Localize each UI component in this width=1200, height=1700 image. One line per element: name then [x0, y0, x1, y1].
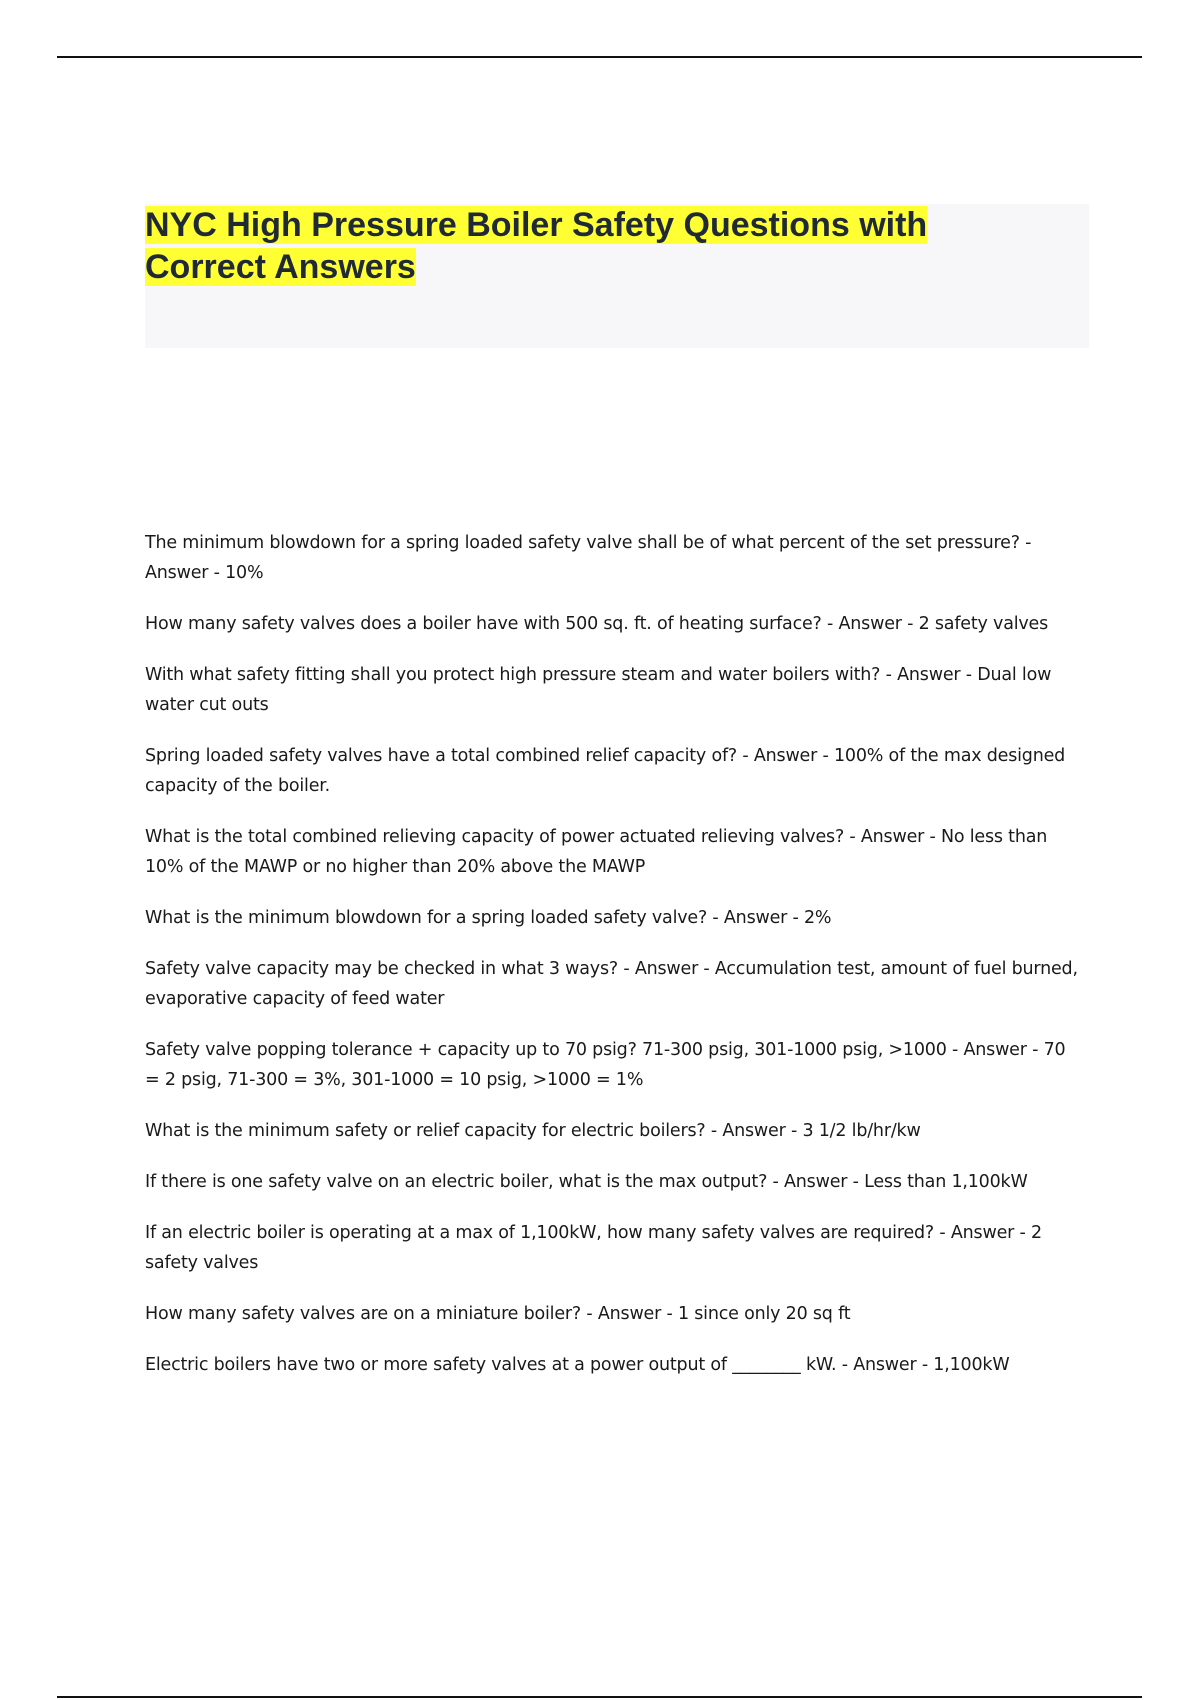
question-text: Electric boilers have two or more safety valves at a power output of ________ kW. -: [145, 1355, 848, 1375]
question-text: If there is one safety valve on an electric boiler, what is the max output? -: [145, 1172, 779, 1192]
question-text: What is the total combined relieving capacity of power actuated relieving valves? -: [145, 827, 856, 847]
answer-text: Answer - 1,100kW: [853, 1355, 1010, 1375]
qa-item-4: [145, 741, 1085, 801]
answer-text: Answer - 2%: [723, 908, 832, 928]
answer-text: Answer - No less than 10% of the MAWP or no higher than 20% above the MAWP: [145, 827, 1048, 877]
qa-item-9: [145, 1116, 1085, 1146]
question-text: What is the minimum blowdown for a spring loaded safety valve? -: [145, 908, 719, 928]
answer-text: Answer - 2 safety valves: [145, 1223, 1042, 1273]
document-title-text: NYC High Pressure Boiler Safety Questions with Correct Answers: [145, 206, 928, 286]
question-text: Safety valve popping tolerance + capacity up to 70 psig? 71-300 psig, 301-1000 psig, >1000 -: [145, 1040, 959, 1060]
qa-item-7: [145, 954, 1085, 1014]
question-text: How many safety valves does a boiler have with 500 sq. ft. of heating surface? -: [145, 614, 834, 634]
qa-item-8: [145, 1035, 1085, 1095]
qa-item-12: [145, 1299, 1085, 1329]
answer-text: Answer - 2 safety valves: [838, 614, 1049, 634]
question-text: Safety valve capacity may be checked in what 3 ways? -: [145, 959, 630, 979]
question-text: Spring loaded safety valves have a total combined relief capacity of? -: [145, 746, 749, 766]
answer-text: Answer - 1 since only 20 sq ft: [597, 1304, 851, 1324]
qa-item-11: [145, 1218, 1085, 1278]
footer-rule: [57, 1696, 1142, 1698]
qa-item-5: [145, 822, 1085, 882]
question-text: If an electric boiler is operating at a max of 1,100kW, how many safety valves are required? -: [145, 1223, 946, 1243]
answer-text: Answer - Dual low water cut outs: [145, 665, 1052, 715]
qa-item-10: [145, 1167, 1085, 1197]
qa-item-13: [145, 1350, 1085, 1380]
qa-item-2: [145, 609, 1085, 639]
answer-text: Answer - 100% of the max designed capacity of the boiler.: [145, 746, 1066, 796]
answer-text: Answer - 3 1/2 lb/hr/kw: [722, 1121, 921, 1141]
answer-text: Answer - 10%: [145, 563, 264, 583]
answer-text: Answer - 70 = 2 psig, 71-300 = 3%, 301-1000 = 10 psig, >1000 = 1%: [145, 1040, 1066, 1090]
qa-item-1: [145, 528, 1085, 588]
qa-list: [145, 528, 1085, 1401]
answer-text: Answer - Less than 1,100kW: [784, 1172, 1028, 1192]
question-text: How many safety valves are on a miniature boiler? -: [145, 1304, 593, 1324]
question-text: With what safety fitting shall you protect high pressure steam and water boilers with? -: [145, 665, 892, 685]
question-text: What is the minimum safety or relief capacity for electric boilers? -: [145, 1121, 717, 1141]
answer-text: Answer - Accumulation test, amount of fuel burned, evaporative capacity of feed water: [145, 959, 1078, 1009]
document-title: [145, 204, 1025, 288]
qa-item-3: [145, 660, 1085, 720]
header-rule: [57, 56, 1142, 58]
title-block: [145, 204, 1089, 348]
qa-item-6: [145, 903, 1085, 933]
question-text: The minimum blowdown for a spring loaded safety valve shall be of what percent of the set pressure? -: [145, 533, 1032, 553]
